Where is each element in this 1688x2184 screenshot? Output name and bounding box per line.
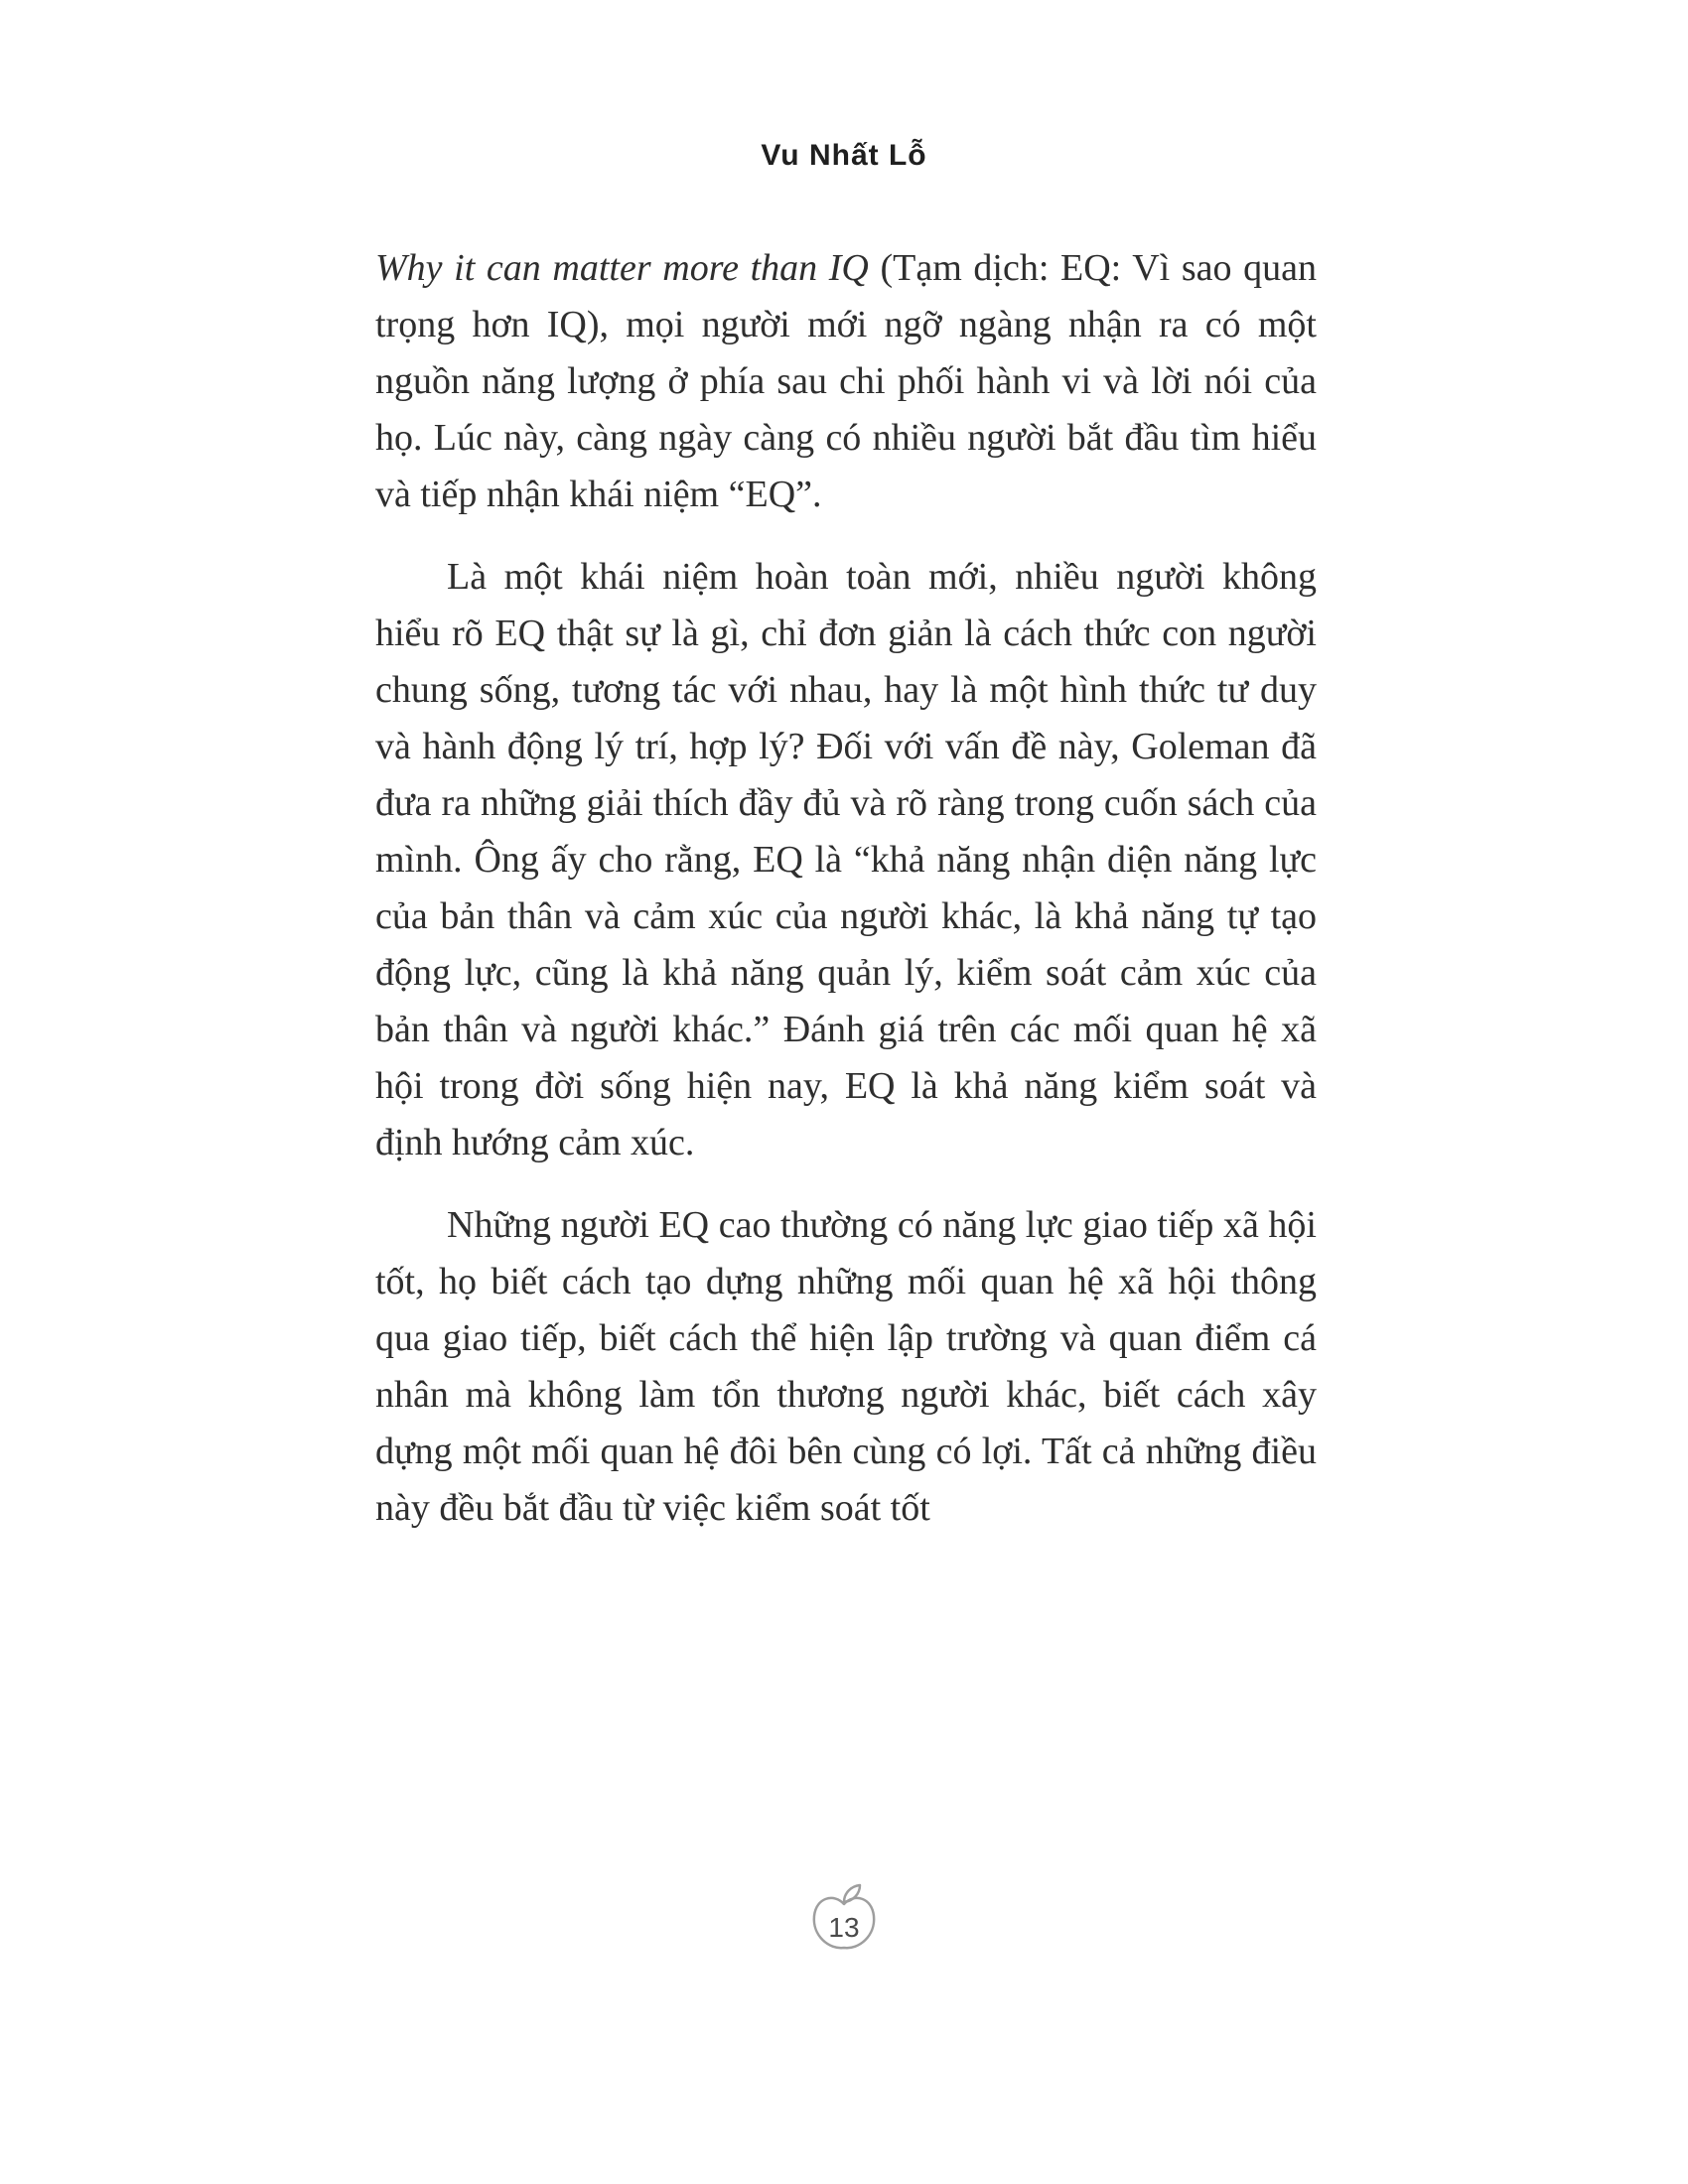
paragraph	[375, 240, 1317, 523]
apple-page-number-ornament	[804, 1878, 884, 1962]
page-footer	[0, 1878, 1688, 1962]
paragraph: Những người EQ cao thường có năng lực giao tiếp xã hội tốt, họ biết cách tạo dựng những mối quan hệ xã hội thông qua giao tiếp, biết cách thể hiện lập trường và quan điểm cá nhân mà không làm tổn thương người khác, biết cách xây dựng một mối quan hệ đôi bên cùng có lợi. Tất cả những điều này đều bắt đầu từ việc kiểm soát tốt	[375, 1204, 1317, 1529]
paragraph-text: (Tạm dịch: EQ: Vì sao quan trọng hơn IQ), mọi người mới ngỡ ngàng nhận ra có một nguồn năng lượng ở phía sau chi phối hành vi và lời nói của họ. Lúc này, càng ngày càng có nhiều người bắt đầu tìm hiểu và tiếp nhận khái niệm “EQ”.	[375, 247, 1317, 515]
italic-book-title: Why it can matter more than IQ	[375, 247, 869, 289]
paragraph: Là một khái niệm hoàn toàn mới, nhiều người không hiểu rõ EQ thật sự là gì, chỉ đơn giản là cách thức con người chung sống, tương tác với nhau, hay là một hình thức tư duy và hành động lý trí, hợp lý? Đối với vấn đề này, Goleman đã đưa ra những giải thích đầy đủ và rõ ràng trong cuốn sách của mình. Ông ấy cho rằng, EQ là “khả năng nhận diện năng lực của bản thân và cảm xúc của người khác, là khả năng tự tạo động lực, cũng là khả năng quản lý, kiểm soát cảm xúc của bản thân và người khác.” Đánh giá trên các mối quan hệ xã hội trong đời sống hiện nay, EQ là khả năng kiểm soát và định hướng cảm xúc.	[375, 556, 1317, 1163]
page-number: 13	[828, 1912, 860, 1943]
text-block	[375, 240, 1317, 1563]
running-header: Vu Nhất Lỗ	[761, 139, 927, 172]
